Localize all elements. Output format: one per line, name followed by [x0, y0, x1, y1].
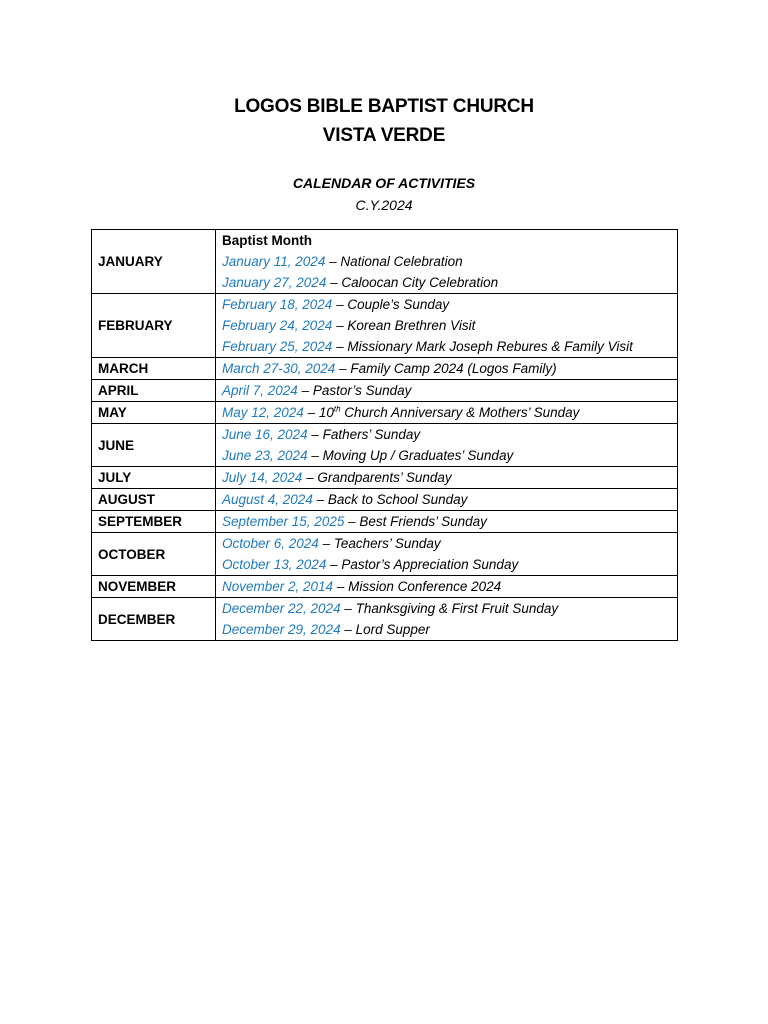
table-row — [92, 576, 678, 598]
events-cell — [216, 467, 678, 489]
events-cell — [216, 533, 678, 576]
month-label: JULY — [92, 467, 216, 489]
church-location: VISTA VERDE — [322, 125, 446, 146]
event-title: Back to School Sunday — [327, 492, 468, 507]
event-item: September 15, 2025 – Best Friends’ Sunday — [222, 514, 487, 529]
event-title: Pastor’s Sunday — [312, 383, 412, 398]
month-label: AUGUST — [92, 489, 216, 511]
table-row — [92, 489, 678, 511]
table-row — [92, 230, 678, 294]
event-title: Best Friends’ Sunday — [359, 514, 487, 529]
events-cell — [216, 576, 678, 598]
event-date: February 24, 2024 — [222, 318, 333, 333]
table-row — [92, 598, 678, 641]
events-cell — [216, 294, 678, 358]
month-note: Baptist Month — [222, 233, 312, 248]
events-cell — [216, 598, 678, 641]
month-label: OCTOBER — [92, 533, 216, 576]
event-date: December 29, 2024 — [222, 622, 341, 637]
ordinal-suffix: th — [333, 404, 341, 414]
events-cell — [216, 424, 678, 467]
event-date: July 14, 2024 — [222, 470, 303, 485]
event-item: June 23, 2024 – Moving Up / Graduates’ Sunday — [222, 448, 514, 463]
event-title: Family Camp 2024 (Logos Family) — [350, 361, 557, 376]
event-item: March 27-30, 2024 – Family Camp 2024 (Logos Family) — [222, 361, 557, 376]
event-date: December 22, 2024 — [222, 601, 341, 616]
event-date: August 4, 2024 — [222, 492, 313, 507]
event-date: February 18, 2024 — [222, 297, 333, 312]
event-title: Grandparents’ Sunday — [317, 470, 452, 485]
event-title: Missionary Mark Joseph Rebures & Family Visit — [347, 339, 633, 354]
event-title: Lord Supper — [355, 622, 430, 637]
events-cell — [216, 380, 678, 402]
table-row — [92, 511, 678, 533]
event-date: January 27, 2024 — [222, 275, 327, 290]
event-date: March 27-30, 2024 — [222, 361, 336, 376]
month-label: APRIL — [92, 380, 216, 402]
events-cell — [216, 489, 678, 511]
event-date: June 23, 2024 — [222, 448, 308, 463]
event-item: April 7, 2024 – Pastor’s Sunday — [222, 383, 412, 398]
event-item: February 18, 2024 – Couple’s Sunday — [222, 297, 450, 312]
event-title: National Celebration — [340, 254, 463, 269]
month-label: MAY — [92, 402, 216, 424]
event-item: February 25, 2024 – Missionary Mark Joseph Rebures & Family Visit — [222, 339, 633, 354]
event-date: June 16, 2024 — [222, 427, 308, 442]
event-title: Church Anniversary & Mothers’ Sunday — [340, 405, 580, 420]
event-item: December 22, 2024 – Thanksgiving & First Fruit Sunday — [222, 601, 559, 616]
month-label: FEBRUARY — [92, 294, 216, 358]
event-title-ordinal: 10 — [318, 405, 334, 420]
table-row — [92, 294, 678, 358]
event-item: July 14, 2024 – Grandparents’ Sunday — [222, 470, 452, 485]
event-title: Moving Up / Graduates’ Sunday — [322, 448, 514, 463]
calendar-title: CALENDAR OF ACTIVITIES — [292, 175, 476, 191]
event-item: May 12, 2024 – 10th Church Anniversary & Mothers’ Sunday — [222, 404, 580, 420]
event-date: October 13, 2024 — [222, 557, 327, 572]
month-label: JUNE — [92, 424, 216, 467]
event-title: Teachers’ Sunday — [333, 536, 441, 551]
month-label: MARCH — [92, 358, 216, 380]
event-title: Korean Brethren Visit — [347, 318, 476, 333]
event-item: January 11, 2024 – National Celebration — [222, 254, 463, 269]
activities-table — [91, 229, 678, 641]
month-label: JANUARY — [92, 230, 216, 294]
event-title: Caloocan City Celebration — [341, 275, 499, 290]
events-cell — [216, 358, 678, 380]
event-item: October 13, 2024 – Pastor’s Appreciation Sunday — [222, 557, 519, 572]
event-date: October 6, 2024 — [222, 536, 319, 551]
events-cell — [216, 230, 678, 294]
event-date: May 12, 2024 — [222, 405, 304, 420]
table-row — [92, 424, 678, 467]
event-item: February 24, 2024 – Korean Brethren Visit — [222, 318, 476, 333]
event-item: January 27, 2024 – Caloocan City Celebration — [222, 275, 499, 290]
event-date: September 15, 2025 — [222, 514, 345, 529]
table-row — [92, 467, 678, 489]
event-title: Fathers’ Sunday — [322, 427, 421, 442]
event-title: Couple’s Sunday — [347, 297, 450, 312]
table-row — [92, 358, 678, 380]
event-date: February 25, 2024 — [222, 339, 333, 354]
event-item: December 29, 2024 – Lord Supper — [222, 622, 430, 637]
event-date: November 2, 2014 — [222, 579, 334, 594]
table-row — [92, 380, 678, 402]
event-title: Thanksgiving & First Fruit Sunday — [355, 601, 559, 616]
events-cell — [216, 402, 678, 424]
event-item: August 4, 2024 – Back to School Sunday — [222, 492, 468, 507]
church-name: LOGOS BIBLE BAPTIST CHURCH — [234, 96, 534, 117]
month-label: NOVEMBER — [92, 576, 216, 598]
event-item: November 2, 2014 – Mission Conference 2024 — [222, 579, 502, 594]
table-row — [92, 533, 678, 576]
event-title: Mission Conference 2024 — [348, 579, 502, 594]
event-date: January 11, 2024 — [222, 254, 326, 269]
event-item: October 6, 2024 – Teachers’ Sunday — [222, 536, 441, 551]
event-item: June 16, 2024 – Fathers’ Sunday — [222, 427, 421, 442]
event-title: Pastor’s Appreciation Sunday — [341, 557, 519, 572]
calendar-year: C.Y.2024 — [355, 197, 413, 213]
table-row — [92, 402, 678, 424]
events-cell — [216, 511, 678, 533]
month-label: SEPTEMBER — [92, 511, 216, 533]
event-date: April 7, 2024 — [222, 383, 298, 398]
month-label: DECEMBER — [92, 598, 216, 641]
